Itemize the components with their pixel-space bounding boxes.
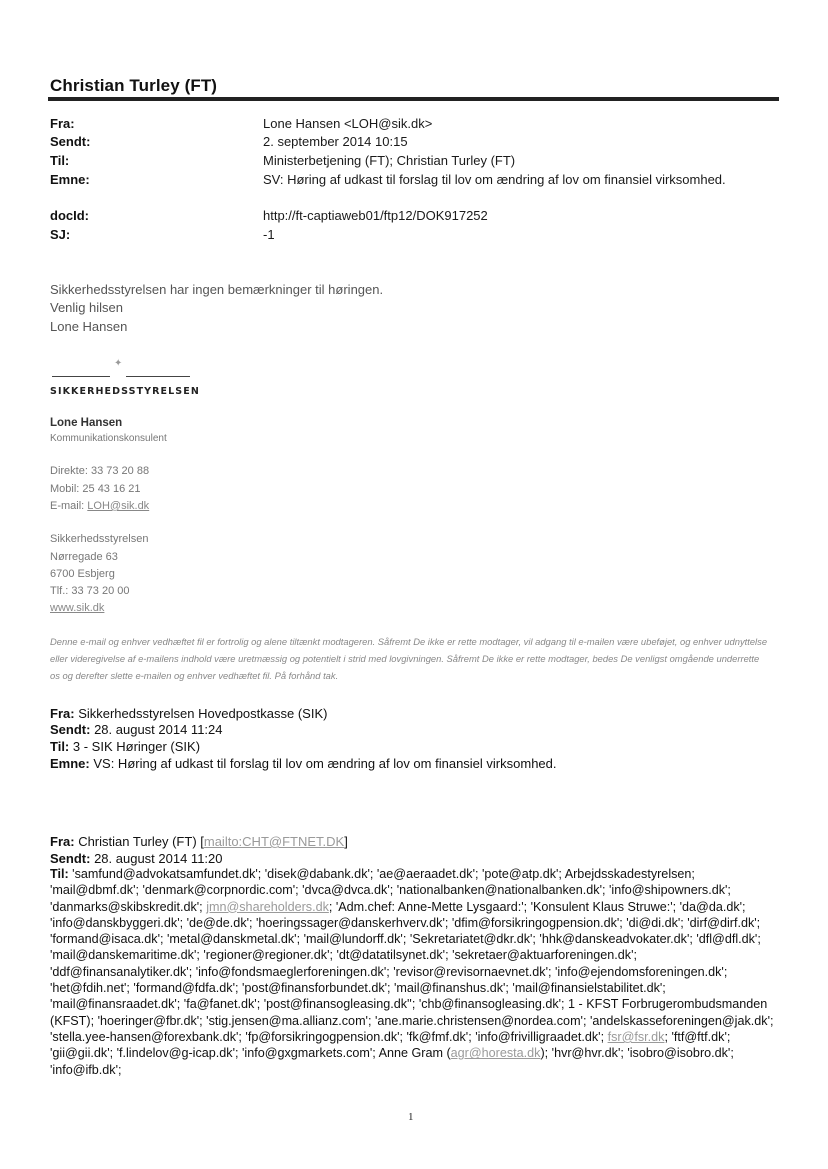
signature-city: 6700 Esbjerg <box>50 568 115 580</box>
sendt-label: Sendt: <box>50 134 91 149</box>
docid-label: docId: <box>50 208 89 223</box>
fwd1-til-label: Til: <box>50 739 70 754</box>
sj-label: SJ: <box>50 227 71 242</box>
fwd2-fra-end: ] <box>344 834 348 849</box>
fwd2-fra-row <box>50 834 348 849</box>
logo-star-icon: ✦ <box>114 358 123 369</box>
body-line-3: Lone Hansen <box>50 319 128 334</box>
signature-web-link[interactable]: www.sik.dk <box>50 602 105 614</box>
sj-value: -1 <box>263 227 275 242</box>
signature-email-link[interactable]: LOH@sik.dk <box>87 500 150 512</box>
fwd1-sendt-row <box>50 722 223 737</box>
signature-direkte: Direkte: 33 73 20 88 <box>50 465 150 477</box>
signature-name: Lone Hansen <box>50 417 123 429</box>
signature-email-row <box>50 500 149 512</box>
fwd2-fra-label: Fra: <box>50 834 75 849</box>
signature-tlf: Tlf.: 33 73 20 00 <box>50 585 130 597</box>
til-value: Ministerbetjening (FT); Christian Turley (FT) <box>263 153 516 168</box>
sikkerhedsstyrelsen-logo <box>50 356 210 400</box>
signature-mobil: Mobil: 25 43 16 21 <box>50 483 141 495</box>
fwd1-fra-label: Fra: <box>50 706 75 721</box>
fwd2-sendt-label: Sendt: <box>50 851 91 866</box>
fwd2-fra-value: Christian Turley (FT) [ <box>78 834 204 849</box>
logo-text: SIKKERHEDSSTYRELSEN <box>50 386 200 397</box>
fwd1-sendt-value: 28. august 2014 11:24 <box>94 722 223 737</box>
fra-value: Lone Hansen <LOH@sik.dk> <box>263 116 433 131</box>
fwd1-fra-value: Sikkerhedsstyrelsen Hovedpostkasse (SIK) <box>78 706 328 721</box>
sender-title: Christian Turley (FT) <box>50 76 218 95</box>
signature-org: Sikkerhedsstyrelsen <box>50 533 149 545</box>
fwd2-til-link-horesta[interactable]: agr@horesta.dk <box>450 1046 541 1061</box>
fwd2-til-link-jmn[interactable]: jmn@shareholders.dk <box>206 899 329 914</box>
fwd1-sendt-label: Sendt: <box>50 722 91 737</box>
fwd2-sendt-row <box>50 851 223 866</box>
fwd2-til-link-fsr[interactable]: fsr@fsr.dk <box>607 1029 665 1044</box>
header-rule <box>48 97 779 101</box>
fwd1-emne-label: Emne: <box>50 756 90 771</box>
logo-line-right <box>126 376 190 377</box>
fwd1-emne-value: VS: Høring af udkast til forslag til lov om ændring af lov om finansiel virksomhed. <box>93 756 557 771</box>
fwd1-til-row <box>50 739 200 754</box>
fwd2-til-part-3: ; 'ftf@ftf.dk'; 'gii@gii.dk'; 'f.lindelov@g-icap.dk'; 'info@gxgmarkets.com'; Anne Gram ( <box>50 1029 731 1061</box>
fwd1-fra-row <box>50 706 327 721</box>
fwd2-fra-mailto-link[interactable]: mailto:CHT@FTNET.DK <box>203 834 345 849</box>
fwd2-til-part-1: 'samfund@advokatsamfundet.dk'; 'disek@dabank.dk'; 'ae@aeraadet.dk'; 'pote@atp.dk'; Arbejdsskadestyrelsen; 'mail@dbmf.dk'; 'denmark@corpnordic.com'; 'dvca@dvca.dk'; 'nationalbanken@nationalbanken.dk'; 'info@shipowners.dk'; 'danmarks@skibskredit.dk'; <box>50 867 731 914</box>
disclaimer: Denne e-mail og enhver vedhæftet fil er fortrolig og alene tiltænkt modtageren. Såfremt De ikke er rette modtager, vil adgang til e-mailen være ubeføjet, og enhver udnyttelse eller videregivelse af e-mailens indhold være uretmæssig og potentielt i strid med lovgivningen. Såfremt De ikke er rette modtager, bedes De venligst omgående underrette os og derefter slette e-mailen og enhver vedhæftet fil. På forhånd tak. <box>50 636 768 681</box>
fwd2-til-part-2: ; 'Adm.chef: Anne-Mette Lysgaard:'; 'Konsulent Klaus Struwe:'; 'da@da.dk'; 'info@danskbyggeri.dk'; 'de@de.dk'; 'hoeringssager@danskerhverv.dk'; 'dfim@forsikringogpension.dk'; 'di@di.dk'; 'dirf@dirf.dk'; 'formand@isaca.dk'; 'metal@danskmetal.dk'; 'mail@lundorff.dk'; 'Sekretariatet@dkr.dk'; 'hhk@danskeadvokater.dk'; 'dfl@dfl.dk'; 'mail@danskemaritime.dk'; 'regioner@regioner.dk'; 'dt@datatilsynet.dk'; 'sekretaer@aktuarforeningen.dk'; 'ddf@finansanalytiker.dk'; 'info@fondsmaeglerforeningen.dk'; 'revisor@revisornaevnet.dk'; 'info@ejendomsforeningen.dk'; 'het@fdih.net'; 'formand@fdfa.dk'; 'post@finansforbundet.dk'; 'mail@finanshus.dk'; 'mail@finansielstabilitet.dk'; 'mail@finansraadet.dk'; 'fa@fanet.dk'; 'post@finansogleasing.dk''; 'chb@finansogleasing.dk'; 1 - KFST Forbrugerombudsmanden (KFST); 'hoeringer@fbr.dk'; 'stig.jensen@ma.allianz.com'; 'ane.marie.christensen@nordea.com'; 'andelskasseforeningen@jak.dk'; 'stella.yee-hansen@forexbank.dk'; 'fp@forsikringogpension.dk'; 'fk@fmf.dk'; 'info@frivilligraadet.dk'; <box>50 899 774 1044</box>
sendt-value: 2. september 2014 10:15 <box>263 134 408 149</box>
fwd1-til-value: 3 - SIK Høringer (SIK) <box>72 739 201 754</box>
body-line-1: Sikkerhedsstyrelsen har ingen bemærkninger til høringen. <box>50 282 384 297</box>
fwd2-til-part-4: ); 'hvr@hvr.dk'; 'isobro@isobro.dk'; 'info@ifb.dk'; <box>50 1046 734 1077</box>
body-line-2: Venlig hilsen <box>50 300 123 315</box>
til-label: Til: <box>50 153 70 168</box>
fwd2-til-recipients <box>50 866 780 1078</box>
page-number: 1 <box>408 1111 414 1123</box>
emne-label: Emne: <box>50 172 90 187</box>
signature-email-prefix: E-mail: <box>50 500 88 512</box>
fwd2-til-label: Til: <box>50 867 69 881</box>
fwd2-sendt-value: 28. august 2014 11:20 <box>94 851 223 866</box>
logo-line-left <box>52 376 110 377</box>
signature-web-row <box>50 602 104 614</box>
signature-role: Kommunikationskonsulent <box>50 433 167 444</box>
emne-value: SV: Høring af udkast til forslag til lov om ændring af lov om finansiel virksomhed. <box>263 172 726 187</box>
fra-label: Fra: <box>50 116 75 131</box>
docid-value: http://ft-captiaweb01/ftp12/DOK917252 <box>263 208 488 223</box>
signature-street: Nørregade 63 <box>50 551 118 563</box>
fwd1-emne-row <box>50 756 557 771</box>
